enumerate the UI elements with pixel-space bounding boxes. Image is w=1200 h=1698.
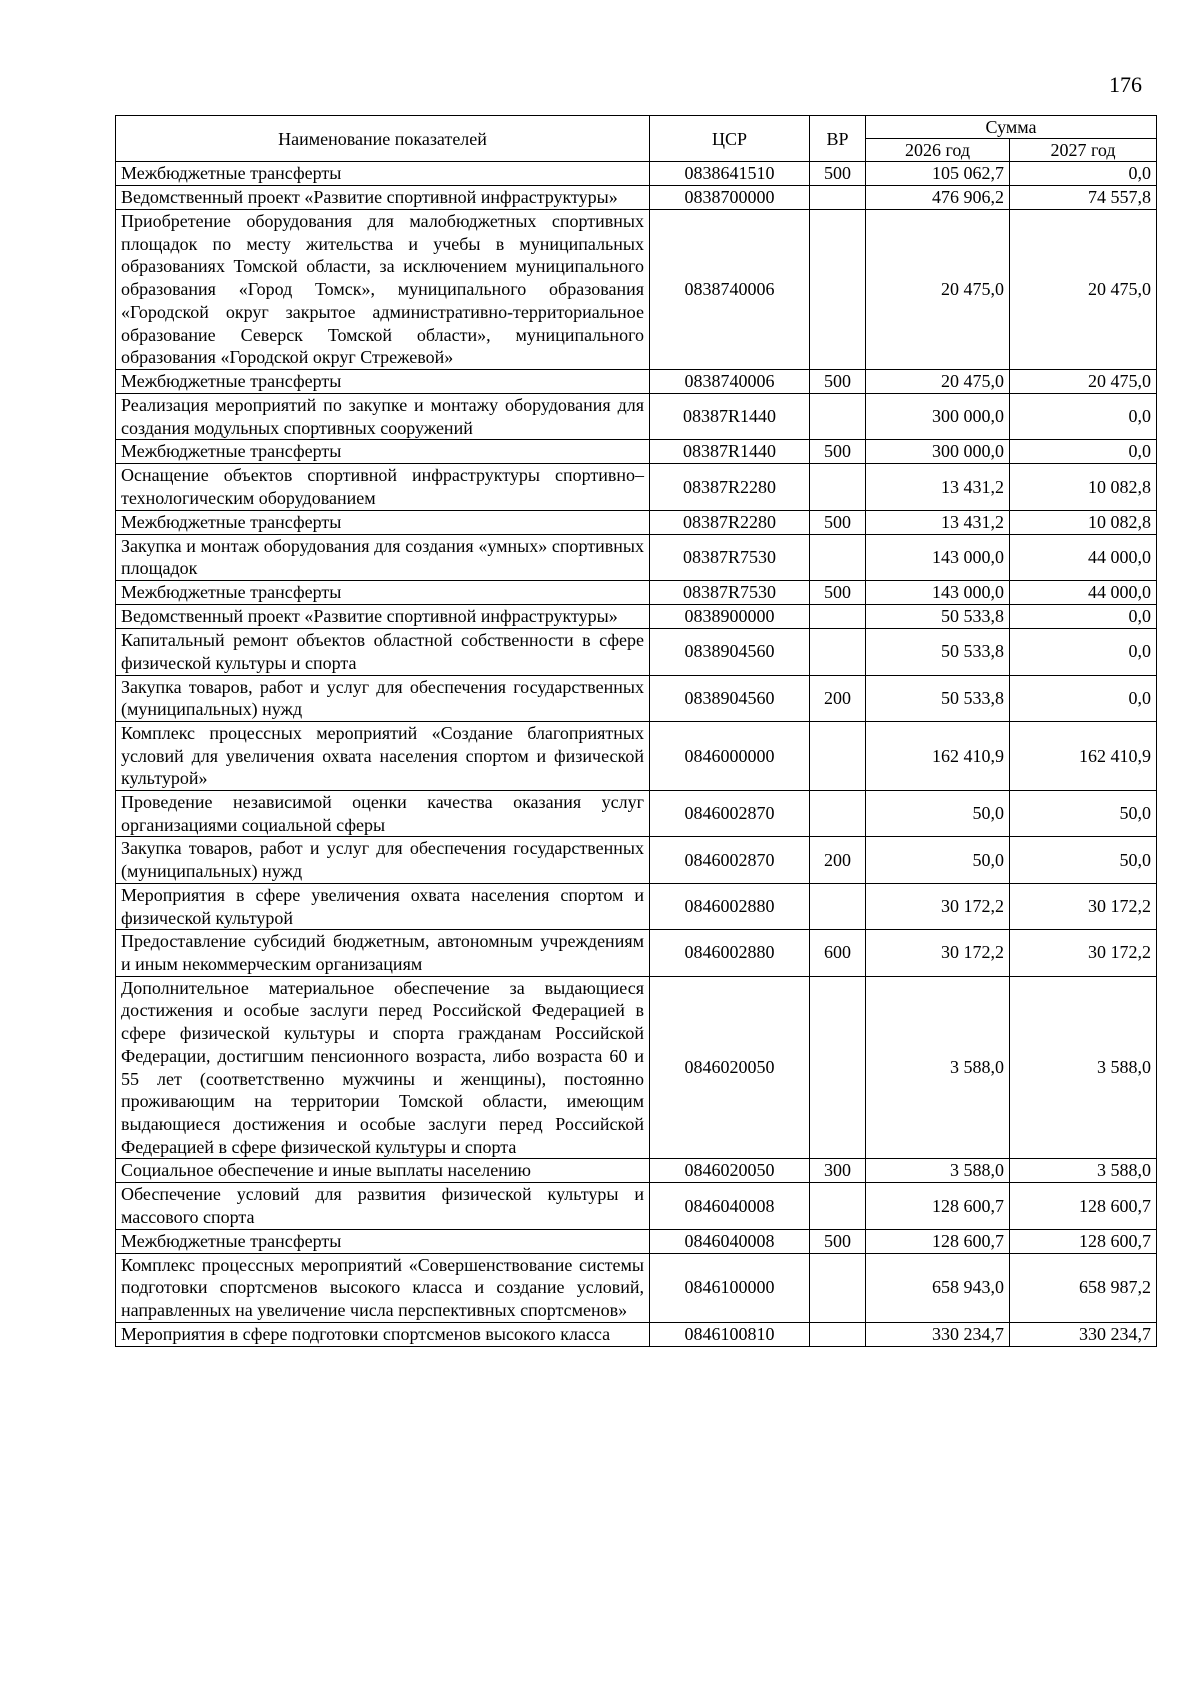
row-2026-cell: 50 533,8 xyxy=(866,605,1010,629)
header-name: Наименование показателей xyxy=(116,116,650,162)
row-vr-cell xyxy=(810,1183,866,1229)
row-vr-cell xyxy=(810,1253,866,1322)
row-csr-cell: 08387R7530 xyxy=(650,534,810,580)
row-csr-cell: 0838700000 xyxy=(650,186,810,210)
table-row xyxy=(116,581,1157,605)
row-2027-cell: 10 082,8 xyxy=(1010,510,1157,534)
row-csr-cell: 0846100810 xyxy=(650,1322,810,1346)
row-csr-cell: 0846020050 xyxy=(650,1159,810,1183)
row-name-cell: Обеспечение условий для развития физической культуры и массового спорта xyxy=(116,1183,650,1229)
table-row xyxy=(116,629,1157,675)
row-vr-cell xyxy=(810,186,866,210)
row-2027-cell: 0,0 xyxy=(1010,675,1157,721)
row-csr-cell: 08387R1440 xyxy=(650,440,810,464)
row-vr-cell xyxy=(810,976,866,1159)
row-vr-cell xyxy=(810,791,866,837)
table-row xyxy=(116,393,1157,439)
row-name-cell: Межбюджетные трансферты xyxy=(116,1229,650,1253)
row-csr-cell: 0838900000 xyxy=(650,605,810,629)
row-name-cell: Мероприятия в сфере увеличения охвата населения спортом и физической культурой xyxy=(116,883,650,929)
row-vr-cell: 500 xyxy=(810,581,866,605)
row-2026-cell: 30 172,2 xyxy=(866,930,1010,976)
row-csr-cell: 0846020050 xyxy=(650,976,810,1159)
row-2026-cell: 3 588,0 xyxy=(866,1159,1010,1183)
row-vr-cell xyxy=(810,464,866,510)
row-name-cell: Межбюджетные трансферты xyxy=(116,510,650,534)
table-row xyxy=(116,534,1157,580)
row-2026-cell: 50 533,8 xyxy=(866,629,1010,675)
table-row xyxy=(116,1322,1157,1346)
row-vr-cell xyxy=(810,1322,866,1346)
row-csr-cell: 0846100000 xyxy=(650,1253,810,1322)
header-sum: Сумма xyxy=(866,116,1157,139)
row-vr-cell xyxy=(810,605,866,629)
table-row xyxy=(116,162,1157,186)
row-vr-cell: 500 xyxy=(810,162,866,186)
row-name-cell: Ведомственный проект «Развитие спортивной инфраструктуры» xyxy=(116,186,650,210)
row-name-cell: Проведение независимой оценки качества оказания услуг организациями социальной сферы xyxy=(116,791,650,837)
row-2027-cell: 128 600,7 xyxy=(1010,1183,1157,1229)
row-name-cell: Дополнительное материальное обеспечение за выдающиеся достижения и особые заслуги перед Российской Федерацией в сфере физической культуры и спорта гражданам Российской Федерации, достигшим пенсионного возраста, либо возраста 60 и 55 лет (соответственно мужчины и женщины), постоянно проживающим на территории Томской области, имеющим выдающиеся достижения и особые заслуги перед Российской Федерацией в сфере физической культуры и спорта xyxy=(116,976,650,1159)
table-row xyxy=(116,1183,1157,1229)
table-row xyxy=(116,440,1157,464)
row-2027-cell: 162 410,9 xyxy=(1010,721,1157,790)
table-row xyxy=(116,883,1157,929)
row-2027-cell: 0,0 xyxy=(1010,605,1157,629)
table-row xyxy=(116,837,1157,883)
row-vr-cell: 300 xyxy=(810,1159,866,1183)
table-row xyxy=(116,369,1157,393)
table-row xyxy=(116,605,1157,629)
row-csr-cell: 0846040008 xyxy=(650,1229,810,1253)
row-2026-cell: 30 172,2 xyxy=(866,883,1010,929)
table-row xyxy=(116,791,1157,837)
row-2026-cell: 658 943,0 xyxy=(866,1253,1010,1322)
row-name-cell: Межбюджетные трансферты xyxy=(116,369,650,393)
table-row xyxy=(116,1229,1157,1253)
row-2027-cell: 30 172,2 xyxy=(1010,883,1157,929)
row-csr-cell: 0846002870 xyxy=(650,837,810,883)
row-name-cell: Закупка товаров, работ и услуг для обеспечения государственных (муниципальных) нужд xyxy=(116,675,650,721)
row-name-cell: Межбюджетные трансферты xyxy=(116,440,650,464)
row-2027-cell: 10 082,8 xyxy=(1010,464,1157,510)
table-row xyxy=(116,1253,1157,1322)
row-2027-cell: 20 475,0 xyxy=(1010,369,1157,393)
row-name-cell: Межбюджетные трансферты xyxy=(116,581,650,605)
row-2026-cell: 300 000,0 xyxy=(866,393,1010,439)
row-vr-cell: 500 xyxy=(810,1229,866,1253)
row-name-cell: Реализация мероприятий по закупке и монтажу оборудования для создания модульных спортивных сооружений xyxy=(116,393,650,439)
row-2027-cell: 50,0 xyxy=(1010,837,1157,883)
row-2027-cell: 20 475,0 xyxy=(1010,210,1157,370)
header-vr: ВР xyxy=(810,116,866,162)
row-vr-cell xyxy=(810,883,866,929)
table-row xyxy=(116,510,1157,534)
row-csr-cell: 0838904560 xyxy=(650,629,810,675)
row-2027-cell: 128 600,7 xyxy=(1010,1229,1157,1253)
row-2027-cell: 0,0 xyxy=(1010,162,1157,186)
row-name-cell: Комплекс процессных мероприятий «Создание благоприятных условий для увеличения охвата населения спортом и физической культурой» xyxy=(116,721,650,790)
row-csr-cell: 0846002880 xyxy=(650,930,810,976)
row-vr-cell: 500 xyxy=(810,440,866,464)
row-2026-cell: 13 431,2 xyxy=(866,464,1010,510)
row-2027-cell: 3 588,0 xyxy=(1010,1159,1157,1183)
row-2026-cell: 50 533,8 xyxy=(866,675,1010,721)
row-vr-cell xyxy=(810,210,866,370)
row-csr-cell: 0846040008 xyxy=(650,1183,810,1229)
row-name-cell: Закупка товаров, работ и услуг для обеспечения государственных (муниципальных) нужд xyxy=(116,837,650,883)
row-2027-cell: 44 000,0 xyxy=(1010,534,1157,580)
row-vr-cell xyxy=(810,393,866,439)
row-csr-cell: 08387R1440 xyxy=(650,393,810,439)
row-csr-cell: 0838740006 xyxy=(650,369,810,393)
row-2027-cell: 0,0 xyxy=(1010,629,1157,675)
row-2027-cell: 44 000,0 xyxy=(1010,581,1157,605)
row-vr-cell: 200 xyxy=(810,837,866,883)
row-name-cell: Закупка и монтаж оборудования для создания «умных» спортивных площадок xyxy=(116,534,650,580)
row-2027-cell: 3 588,0 xyxy=(1010,976,1157,1159)
table-row xyxy=(116,464,1157,510)
row-2026-cell: 20 475,0 xyxy=(866,369,1010,393)
row-2027-cell: 30 172,2 xyxy=(1010,930,1157,976)
row-2026-cell: 50,0 xyxy=(866,837,1010,883)
row-name-cell: Ведомственный проект «Развитие спортивной инфраструктуры» xyxy=(116,605,650,629)
row-name-cell: Комплекс процессных мероприятий «Совершенствование системы подготовки спортсменов высокого класса и создание условий, направленных на увеличение числа перспективных спортсменов» xyxy=(116,1253,650,1322)
row-vr-cell: 200 xyxy=(810,675,866,721)
row-vr-cell xyxy=(810,629,866,675)
row-vr-cell: 500 xyxy=(810,510,866,534)
row-csr-cell: 0846002870 xyxy=(650,791,810,837)
page-number: 176 xyxy=(1109,72,1142,97)
row-name-cell: Предоставление субсидий бюджетным, автономным учреждениям и иным некоммерческим организациям xyxy=(116,930,650,976)
table-row xyxy=(116,930,1157,976)
row-2026-cell: 105 062,7 xyxy=(866,162,1010,186)
row-2026-cell: 300 000,0 xyxy=(866,440,1010,464)
row-csr-cell: 0838740006 xyxy=(650,210,810,370)
budget-table xyxy=(115,115,1157,1347)
row-2027-cell: 0,0 xyxy=(1010,393,1157,439)
row-2026-cell: 128 600,7 xyxy=(866,1183,1010,1229)
table-row xyxy=(116,186,1157,210)
header-year-2027: 2027 год xyxy=(1010,139,1157,162)
row-csr-cell: 0846000000 xyxy=(650,721,810,790)
table-body xyxy=(116,162,1157,1347)
row-name-cell: Оснащение объектов спортивной инфраструктуры спортивно–технологическим оборудованием xyxy=(116,464,650,510)
row-2026-cell: 143 000,0 xyxy=(866,534,1010,580)
table-row xyxy=(116,1159,1157,1183)
header-csr: ЦСР xyxy=(650,116,810,162)
row-2027-cell: 330 234,7 xyxy=(1010,1322,1157,1346)
row-vr-cell xyxy=(810,534,866,580)
row-2026-cell: 128 600,7 xyxy=(866,1229,1010,1253)
row-2027-cell: 74 557,8 xyxy=(1010,186,1157,210)
row-2026-cell: 3 588,0 xyxy=(866,976,1010,1159)
row-2026-cell: 143 000,0 xyxy=(866,581,1010,605)
row-2027-cell: 50,0 xyxy=(1010,791,1157,837)
row-name-cell: Мероприятия в сфере подготовки спортсменов высокого класса xyxy=(116,1322,650,1346)
row-2026-cell: 20 475,0 xyxy=(866,210,1010,370)
row-name-cell: Межбюджетные трансферты xyxy=(116,162,650,186)
row-2027-cell: 0,0 xyxy=(1010,440,1157,464)
table-row xyxy=(116,976,1157,1159)
row-csr-cell: 08387R7530 xyxy=(650,581,810,605)
row-name-cell: Капитальный ремонт объектов областной собственности в сфере физической культуры и спорта xyxy=(116,629,650,675)
row-2027-cell: 658 987,2 xyxy=(1010,1253,1157,1322)
row-vr-cell xyxy=(810,721,866,790)
row-2026-cell: 50,0 xyxy=(866,791,1010,837)
row-csr-cell: 08387R2280 xyxy=(650,510,810,534)
row-csr-cell: 08387R2280 xyxy=(650,464,810,510)
table-row xyxy=(116,721,1157,790)
row-vr-cell: 500 xyxy=(810,369,866,393)
row-2026-cell: 330 234,7 xyxy=(866,1322,1010,1346)
row-csr-cell: 0846002880 xyxy=(650,883,810,929)
row-name-cell: Социальное обеспечение и иные выплаты населению xyxy=(116,1159,650,1183)
header-year-2026: 2026 год xyxy=(866,139,1010,162)
table-row xyxy=(116,675,1157,721)
row-csr-cell: 0838904560 xyxy=(650,675,810,721)
row-vr-cell: 600 xyxy=(810,930,866,976)
row-name-cell: Приобретение оборудования для малобюджетных спортивных площадок по месту жительства и учебы в муниципальных образованиях Томской области, за исключением муниципального образования «Город Томск», муниципального образования «Городской округ закрытое административно-территориальное образование Северск Томской области», муниципального образования «Городской округ Стрежевой» xyxy=(116,210,650,370)
row-2026-cell: 476 906,2 xyxy=(866,186,1010,210)
table-row xyxy=(116,210,1157,370)
row-2026-cell: 13 431,2 xyxy=(866,510,1010,534)
row-2026-cell: 162 410,9 xyxy=(866,721,1010,790)
row-csr-cell: 0838641510 xyxy=(650,162,810,186)
